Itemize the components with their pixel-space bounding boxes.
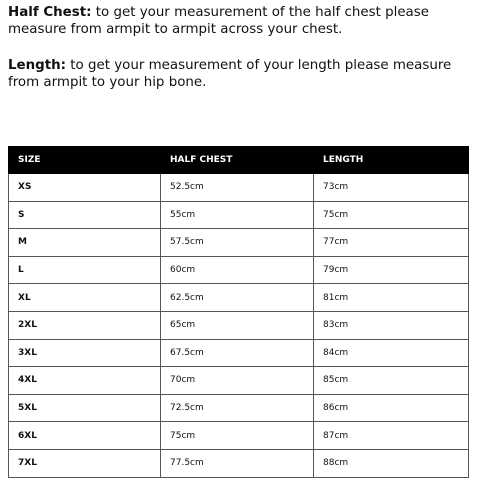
cell-half-chest: 72.5cm	[161, 394, 314, 422]
cell-length: 83cm	[314, 311, 469, 339]
table-row	[9, 256, 469, 284]
cell-half-chest: 77.5cm	[161, 449, 314, 477]
cell-length: 75cm	[314, 201, 469, 229]
table-row	[9, 284, 469, 312]
cell-length: 77cm	[314, 229, 469, 257]
cell-length: 87cm	[314, 422, 469, 450]
cell-size: 7XL	[9, 449, 161, 477]
cell-half-chest: 75cm	[161, 422, 314, 450]
cell-half-chest: 60cm	[161, 256, 314, 284]
cell-size: 5XL	[9, 394, 161, 422]
cell-half-chest: 57.5cm	[161, 229, 314, 257]
cell-size: XS	[9, 174, 161, 202]
cell-size: 4XL	[9, 367, 161, 395]
cell-half-chest: 55cm	[161, 201, 314, 229]
cell-length: 85cm	[314, 367, 469, 395]
half-chest-label: Half Chest:	[8, 5, 92, 20]
cell-half-chest: 52.5cm	[161, 174, 314, 202]
cell-size: 3XL	[9, 339, 161, 367]
header-size: SIZE	[9, 147, 161, 174]
cell-length: 88cm	[314, 449, 469, 477]
table-row	[9, 201, 469, 229]
cell-size: L	[9, 256, 161, 284]
size-chart-table	[8, 146, 469, 478]
cell-half-chest: 65cm	[161, 311, 314, 339]
length-instruction	[8, 57, 474, 91]
table-row	[9, 174, 469, 202]
cell-size: M	[9, 229, 161, 257]
half-chest-text: to get your measurement of the half chest please measure from armpit to armpit across your chest.	[8, 5, 429, 37]
cell-size: XL	[9, 284, 161, 312]
cell-half-chest: 62.5cm	[161, 284, 314, 312]
cell-half-chest: 70cm	[161, 367, 314, 395]
cell-size: 6XL	[9, 422, 161, 450]
header-half-chest: HALF CHEST	[161, 147, 314, 174]
table-row	[9, 339, 469, 367]
table-row	[9, 229, 469, 257]
length-label: Length:	[8, 58, 67, 73]
header-length: LENGTH	[314, 147, 469, 174]
table-header-row	[9, 147, 469, 174]
table-row	[9, 367, 469, 395]
cell-half-chest: 67.5cm	[161, 339, 314, 367]
table-row	[9, 311, 469, 339]
cell-length: 81cm	[314, 284, 469, 312]
cell-length: 86cm	[314, 394, 469, 422]
table-row	[9, 449, 469, 477]
cell-length: 73cm	[314, 174, 469, 202]
cell-size: 2XL	[9, 311, 161, 339]
cell-size: S	[9, 201, 161, 229]
cell-length: 79cm	[314, 256, 469, 284]
table-header	[9, 147, 469, 174]
half-chest-instruction	[8, 4, 474, 38]
length-text: to get your measurement of your length please measure from armpit to your hip bone.	[8, 58, 452, 90]
table-body	[9, 174, 469, 478]
cell-length: 84cm	[314, 339, 469, 367]
table-row	[9, 422, 469, 450]
table-row	[9, 394, 469, 422]
